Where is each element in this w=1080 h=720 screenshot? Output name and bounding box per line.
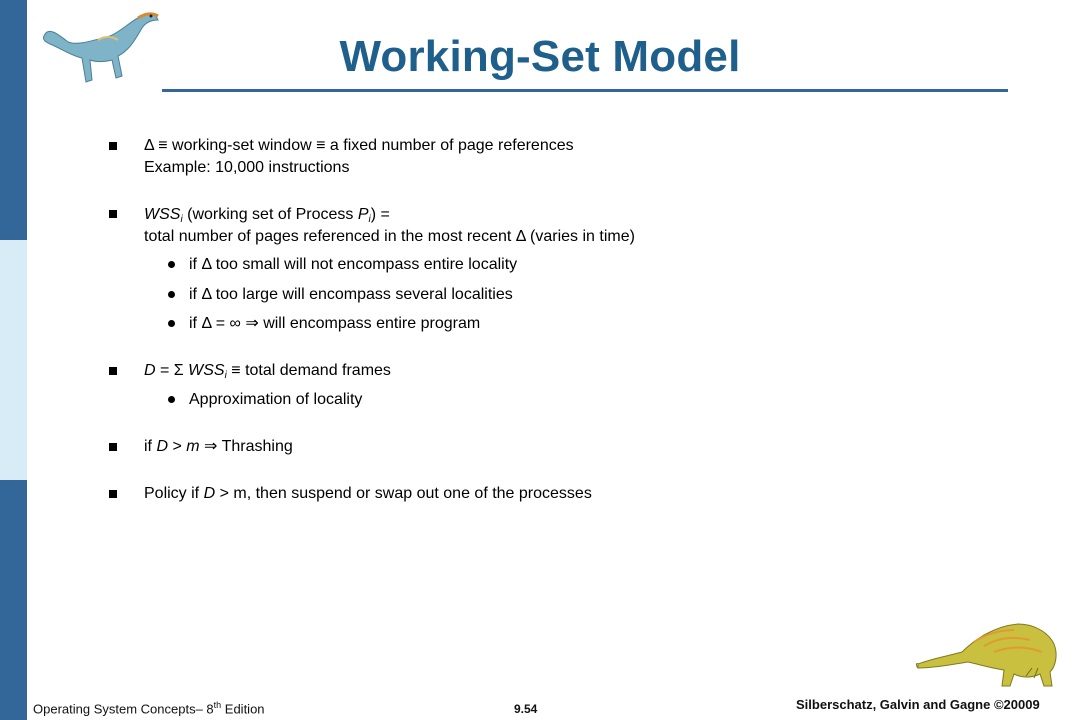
bullet-square-icon	[109, 367, 117, 375]
footer-book-title-b: Edition	[221, 701, 265, 717]
bullet-square-icon	[109, 210, 117, 218]
footer-book-title	[33, 700, 265, 716]
bullet-3	[144, 360, 391, 387]
d-term: D	[203, 485, 216, 502]
bullet-5-text-b: > m, then suspend or swap out one of the processes	[219, 485, 592, 502]
sub-bullet-2: if Δ too large will encompass several localities	[189, 286, 513, 303]
bullet-dot-icon	[168, 320, 175, 327]
sub-bullet-4: Approximation of locality	[189, 391, 363, 408]
bullet-1-line-1	[144, 135, 574, 157]
delta-symbol: Δ	[515, 228, 526, 245]
d-term: D	[156, 438, 169, 455]
if-word: if	[144, 438, 152, 455]
sub-bullet-1: if Δ too small will not encompass entire locality	[189, 256, 518, 273]
slide-number: 9.54	[514, 702, 538, 716]
equiv-symbol: ≡	[316, 137, 326, 154]
bullet-1-text-a: working-set window	[172, 137, 312, 154]
bullet-2-line-2	[144, 226, 635, 248]
dinosaur-footer-icon	[914, 612, 1064, 690]
subscript-i: i	[224, 370, 227, 381]
wss-term: WSS	[144, 206, 181, 223]
bullet-4-text: ⇒ Thrashing	[204, 438, 293, 455]
bullet-square-icon	[109, 142, 117, 150]
bullet-5-text-a: Policy if	[144, 485, 200, 502]
bullet-2-text-b: total number of pages referenced in the most recent	[144, 228, 512, 245]
bullet-2-text-a: (working set of Process	[187, 206, 354, 223]
bullet-dot-icon	[168, 396, 175, 403]
m-term: m	[186, 438, 200, 455]
subscript-i: i	[368, 214, 371, 225]
bullet-2-text-c: (varies in time)	[530, 228, 635, 245]
bullet-dot-icon	[168, 291, 175, 298]
sub-bullet-3: if Δ = ∞ ⇒ will encompass entire program	[189, 315, 481, 332]
bullet-1-line-2: Example: 10,000 instructions	[144, 159, 350, 176]
bullet-square-icon	[109, 443, 117, 451]
footer-authors: Silberschatz, Galvin and Gagne ©20009	[796, 697, 1040, 712]
subscript-i: i	[180, 214, 183, 225]
bullet-dot-icon	[168, 261, 175, 268]
d-term: D	[144, 362, 156, 379]
bullet-5	[144, 483, 592, 505]
bullet-2-text-end: ) =	[370, 206, 390, 223]
wss-term: WSS	[188, 362, 225, 379]
bullet-1-text-b: a fixed number of page references	[329, 137, 574, 154]
greater-than-symbol: >	[172, 438, 182, 455]
bullet-square-icon	[109, 490, 117, 498]
slide-title: Working-Set Model	[339, 32, 741, 81]
sum-symbol: = Σ	[160, 362, 184, 379]
process-p-term: P	[357, 206, 369, 223]
footer-book-title-a: Operating System Concepts– 8	[33, 701, 214, 717]
footer-superscript: th	[213, 700, 222, 710]
delta-equiv-symbol: Δ ≡	[144, 137, 168, 154]
bullet-3-text: ≡ total demand frames	[231, 362, 391, 379]
bullet-4	[144, 436, 293, 458]
